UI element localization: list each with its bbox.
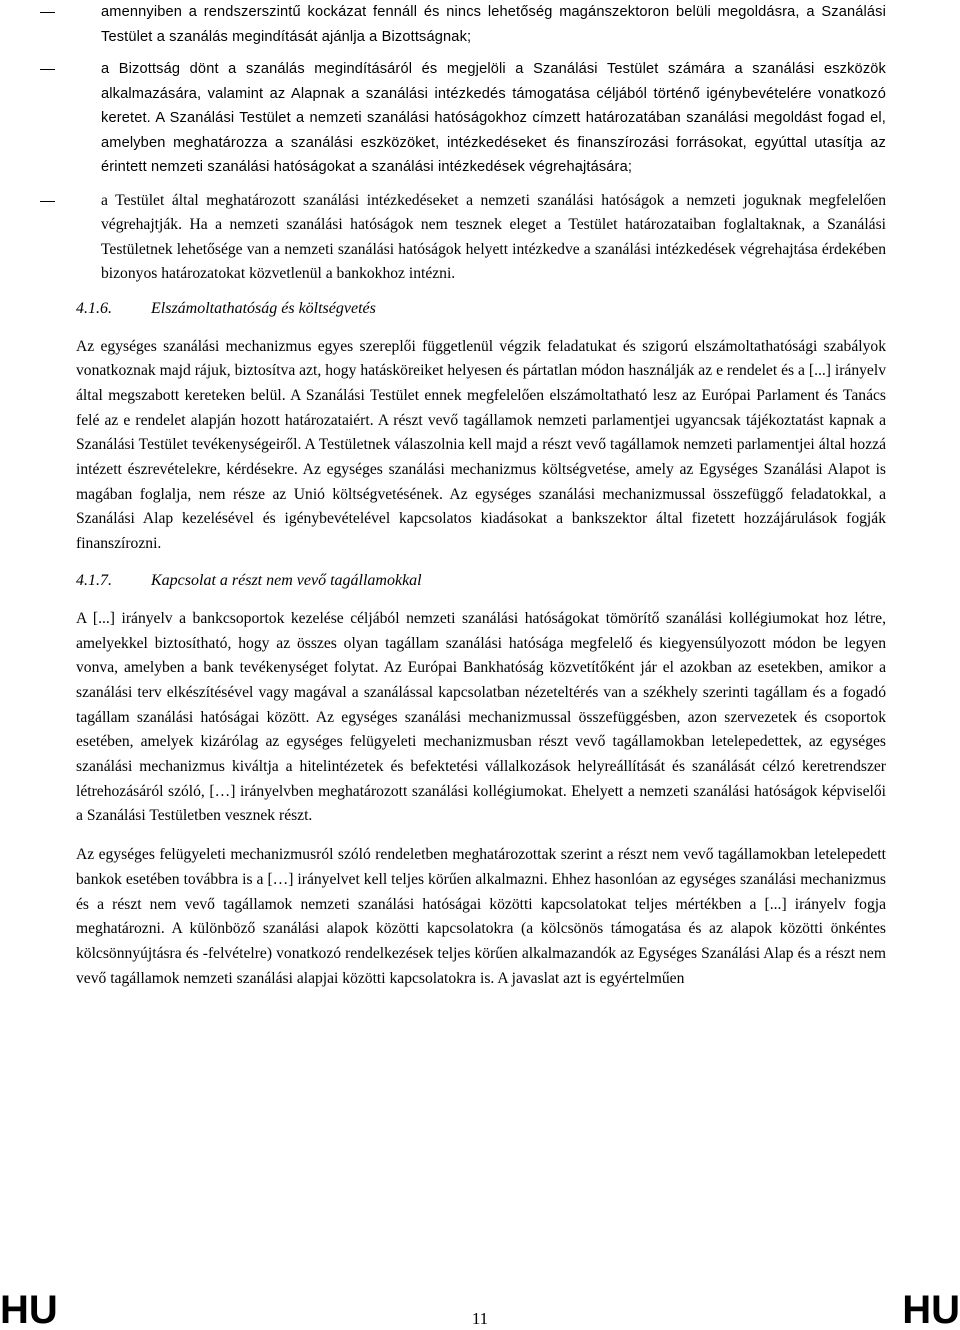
section-heading-417 bbox=[76, 569, 886, 593]
bullet-item-3 bbox=[76, 189, 886, 287]
section-number-416: 4.1.6. bbox=[76, 299, 112, 317]
footer-language-left: HU bbox=[0, 1288, 58, 1330]
page-number: 11 bbox=[471, 1309, 489, 1328]
bullet-item-2 bbox=[76, 57, 886, 180]
section-417-paragraph-1: A [...] irányelv a bankcsoportok kezelése céljából nemzeti szanálási hatóságokat tömörítő szanálási kollégiumokat hoz létre, amelyekkel biztosítható, hogy az összes olyan tagállam szanálási hatósága megfelelő és kiegyensúlyozott módon be legyen vonva, amelyben a bank tevékenységet folytat. Az Európai Bankhatóság közvetítőként jár el azokban az esetekben, amikor a szanálási terv elkészítésével vagy magával a szanálással kapcsolatban nézeteltérés van a székhely szerinti tagállam és a fogadó tagállam szanálási hatóságai között. Az egységes szanálási mechanizmussal összefüggésben, azon szervezetek és csoportok esetében, amelyek kizárólag az egységes felügyeleti mechanizmusban részt vevő tagállamokban letelepedettek, az egységes szanálási mechanizmus kiváltja a hitelintézetek és befektetési vállalkozások helyreállítását és szanálását célzó keretrendszer létrehozásáról szóló, […] irányelvben meghatározott szanálási kollégiumokat. Ehelyett a nemzeti szanálási hatóságok képviselői a Szanálási Testületben vesznek részt. bbox=[76, 609, 886, 825]
bullet-text-3: a Testület által meghatározott szanálási intézkedéseket a nemzeti szanálási hatóságok a nemzeti joguknak megfelelően végrehajtják. Ha a nemzeti szanálási hatóságok nem tesznek eleget a Testület határozataiban foglaltaknak, a Szanálási Testületnek lehetősége van a nemzeti szanálási hatóságok helyett intézkedve a szanálási intézkedések végrehajtása érdekében bizonyos határozatokat közvetlenül a bankokhoz intézni. bbox=[101, 191, 886, 282]
bullet-text-2: a Bizottság dönt a szanálás megindításáról és megjelöli a Szanálási Testület számára a szanálási eszközök alkalmazására, valamint az Alapnak a szanálási intézkedés támogatása céljából történő igénybevételére vonatkozó keretet. A Szanálási Testület a nemzeti szanálási hatóságokhoz címzett határozatában szanálási megoldást fogad el, amelyben meghatározza a szanálási eszközöket, intézkedéseket és finanszírozási forrásokat, egyúttal utasítja az érintett nemzeti szanálási hatóságokat a szanálási intézkedések végrehajtására; bbox=[101, 61, 886, 175]
section-number-417: 4.1.7. bbox=[76, 571, 112, 589]
section-title-416: Elszámoltathatóság és költségvetés bbox=[151, 299, 376, 317]
page-content bbox=[76, 0, 886, 1001]
footer-language-right: HU bbox=[902, 1288, 960, 1330]
section-417-paragraph-2: Az egységes felügyeleti mechanizmusról szóló rendeletben meghatározottak szerint a részt nem vevő tagállamokban letelepedett bankok esetében továbbra is a […] irányelvet kell teljes körűen alkalmazni. Ehhez hasonlóan az egységes szanálási mechanizmus és a részt nem vevő tagállamok nemzeti szanálási hatóságai közötti kapcsolatokat teljes mértékben a [...] irányelv fogja meghatározni. A különböző szanálási alapok közötti kapcsolatokra (a kölcsönös támogatása és az alapok közötti önkéntes kölcsönnyújtásra és -felvételre) vonatkozó rendelkezések teljes körűen alkalmazandók az Egységes Szanálási Alap és a részt nem vevő tagállamok nemzeti szanálási alapjai közötti kapcsolatokra is. A javaslat azt is egyértelműen bbox=[76, 846, 886, 987]
bullet-text-1: amennyiben a rendszerszintű kockázat fennáll és nincs lehetőség magánszektoron belüli megoldásra, a Szanálási Testület a szanálás megindítását ajánlja a Bizottságnak; bbox=[101, 4, 886, 45]
section-416-paragraph: Az egységes szanálási mechanizmus egyes szereplői függetlenül végzik feladatukat és szigorú elszámoltathatósági szabályok vonatkoznak majd rájuk, biztosítva azt, hogy hatásköreiket helyesen és pártatlan módon használják az e rendelet és a [...] irányelv által megszabott kereteken belül. A Szanálási Testület ennek megfelelően elszámoltatható lesz az Európai Parlament és Tanács felé az e rendelet alapján hozott határozataiért. A részt vevő tagállamok nemzeti parlamentjei ugyancsak tájékoztatást kapnak a Szanálási Testület tevékenységeiről. A Testületnek válaszolnia kell majd a részt vevő tagállamok nemzeti parlamentjei által hozzá intézett észrevételekre, kérdésekre. Az egységes szanálási mechanizmus költségvetése, amely az Egységes Szanálási Alapot is magában foglalja, nem része az Unió költségvetésének. Az egységes szanálási mechanizmussal összefüggő feladatokkal, a Szanálási Alap kezelésével és igénybevételével kapcsolatos kiadásokat a bankszektor által fizetett hozzájárulások fogják finanszírozni. bbox=[76, 337, 886, 553]
section-title-417: Kapcsolat a részt nem vevő tagállamokkal bbox=[151, 571, 422, 589]
section-heading-416 bbox=[76, 297, 886, 321]
bullet-item-1 bbox=[76, 0, 886, 49]
